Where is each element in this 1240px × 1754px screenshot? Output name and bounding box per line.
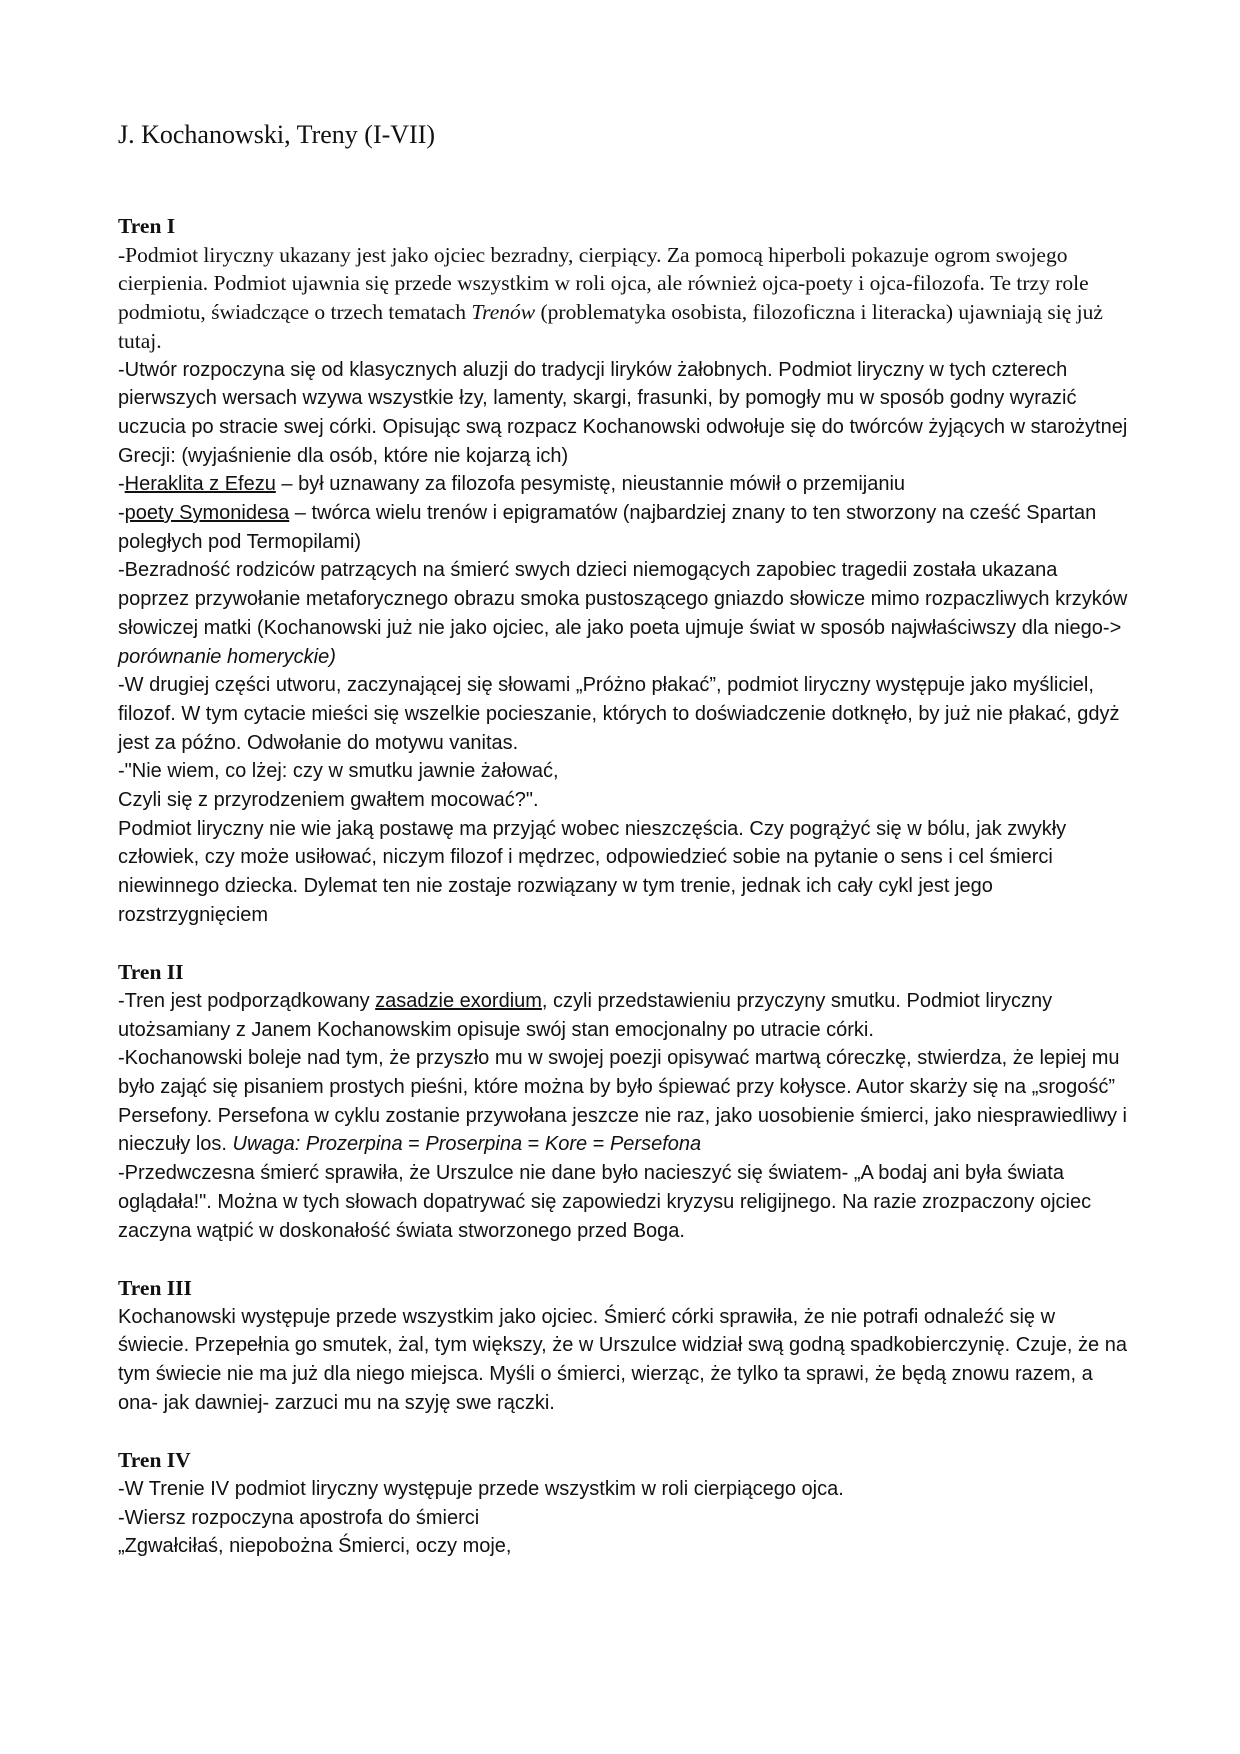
quote-line: Czyli się z przyrodzeniem gwałtem mocować?". bbox=[118, 789, 539, 812]
section-tren-4 bbox=[118, 1446, 1128, 1561]
underlined-term: zasadzie exordium bbox=[375, 989, 542, 1012]
document-title: J. Kochanowski, Treny (I-VII) bbox=[118, 120, 436, 149]
text-run: = bbox=[522, 1133, 545, 1156]
quote-line: -"Nie wiem, co lżej: czy w smutku jawnie żałować, bbox=[118, 760, 559, 783]
paragraph bbox=[118, 470, 1128, 499]
italic-text: Kore bbox=[544, 1133, 588, 1156]
italic-text: Proserpina bbox=[425, 1133, 523, 1156]
section-heading: Tren II bbox=[118, 960, 184, 985]
paragraph: -Przedwczesna śmierć sprawiła, że Urszulce nie dane było nacieszyć się światem- „A bodaj ani była świata oglądała!". Można w tych słowach dopatrywać się zapowiedzi kryzysu religijnego. Na razie zrozpaczony ojciec zaczyna wątpić w doskonałość świata stworzonego przed Boga. bbox=[118, 1162, 1092, 1242]
text-run: = bbox=[587, 1133, 610, 1156]
paragraph: -W drugiej części utworu, zaczynającej się słowami „Próżno płakać”, podmiot liryczny występuje jako myśliciel, filozof. W tym cytacie mieści się wszelkie pocieszanie, których to doświadczenie dotknęło, by już nie płakać, gdyż jest za późno. Odwołanie do motywu vanitas. bbox=[118, 674, 1120, 754]
italic-text: Uwaga: Prozerpina bbox=[232, 1133, 403, 1156]
text-run: - bbox=[118, 473, 125, 496]
text-run: -Kochanowski boleje nad tym, że przyszło mu w swojej poezji opisywać martwą córeczkę, stwierdza, że lepiej mu było zająć się pisaniem prostych pieśni, które można by było śpiewać przy kołysce. Autor skarży się na „srogość” Persefony. Persefona w cyklu zostanie przywołana jeszcze nie raz, jako uosobienie śmierci, jako niesprawiedliwy i nieczuły los. bbox=[118, 1047, 1127, 1156]
paragraph: Podmiot liryczny nie wie jaką postawę ma przyjąć wobec nieszczęścia. Czy pogrążyć się w bólu, jak zwykły człowiek, czy może usiłować, niczym filozof i mędrzec, odpowiedzieć sobie na pytanie o sens i cel śmierci niewinnego dziecka. Dylemat ten nie zostaje rozwiązany w tym trenie, jednak ich cały cykl jest jego rozstrzygnięciem bbox=[118, 817, 1067, 926]
paragraph bbox=[118, 987, 1128, 1044]
paragraph bbox=[118, 1044, 1128, 1159]
section-tren-3 bbox=[118, 1274, 1128, 1418]
paragraph bbox=[118, 556, 1128, 671]
italic-text: Trenów bbox=[471, 300, 536, 325]
italic-text: porównanie homeryckie) bbox=[118, 645, 336, 668]
text-run: = bbox=[402, 1133, 426, 1156]
text-run: -Tren jest podporządkowany bbox=[118, 989, 376, 1012]
underlined-term: Heraklita z Efezu bbox=[124, 473, 276, 496]
quote-line: „Zgwałciłaś, niepobożna Śmierci, oczy moje, bbox=[118, 1535, 512, 1558]
text-run: , czyli przedstawieniu przyczyny smutku. Podmiot liryczny utożsamiany z Janem Kochanowskim opisuje swój stan emocjonalny po utracie córki. bbox=[118, 989, 1053, 1041]
paragraph: -Utwór rozpoczyna się od klasycznych aluzji do tradycji liryków żałobnych. Podmiot liryczny w tych czterech pierwszych wersach wzywa wszystkie łzy, lamenty, skargi, frasunki, by pomogły mu w sposób godny wyrazić uczucia po stracie swej córki. Opisując swą rozpacz Kochanowski odwołuje się do twórców żyjących w starożytnej Grecji: (wyjaśnienie dla osób, które nie kojarzą ich) bbox=[118, 358, 1128, 467]
text-run: -Bezradność rodziców patrzących na śmierć swych dzieci niemogących zapobiec tragedii została ukazana poprzez przywołanie metaforycznego obrazu smoka pustoszącego gniazdo słowicze mimo rozpaczliwych krzyków słowiczej matki (Kochanowski już nie jako ojciec, ale jako poeta ujmuje świat w sposób najwłaściwszy dla niego-> bbox=[118, 559, 1128, 639]
section-tren-2 bbox=[118, 958, 1128, 1245]
italic-text: Persefona bbox=[609, 1133, 702, 1156]
paragraph: -Wiersz rozpoczyna apostrofa do śmierci bbox=[118, 1506, 480, 1529]
section-heading: Tren IV bbox=[118, 1448, 191, 1473]
text-run: (problematyka osobista, filozoficzna i literacka) ujawniają się już tutaj. bbox=[118, 300, 1103, 353]
text-run: -Podmiot liryczny ukazany jest jako ojciec bezradny, cierpiący. Za pomocą hiperboli pokazuje ogrom swojego cierpienia. Podmiot ujawnia się przede wszystkim w roli ojca, ale również ojca-poety i ojca-filozofa. Te trzy role podmiotu, świadczące o trzech tematach bbox=[118, 242, 1089, 325]
paragraph: Kochanowski występuje przede wszystkim jako ojciec. Śmierć córki sprawiła, że nie potrafi odnaleźć się w świecie. Przepełnia go smutek, żal, tym większy, że w Urszulce widział swą godną spadkobierczynię. Czuje, że na tym świecie nie ma już dla niego miejsca. Myśli o śmierci, wierząc, że tylko ta sprawi, że będą znowu razem, a ona- jak dawniej- zarzuci mu na szyję swe rączki. bbox=[118, 1305, 1127, 1414]
underlined-term: poety Symonidesa bbox=[124, 502, 290, 525]
text-run: - bbox=[118, 502, 125, 525]
section-heading: Tren III bbox=[118, 1275, 192, 1300]
paragraph bbox=[118, 241, 1128, 356]
paragraph: -W Trenie IV podmiot liryczny występuje przede wszystkim w roli cierpiącego ojca. bbox=[118, 1477, 844, 1500]
document-page bbox=[118, 118, 1128, 1590]
text-run: – twórca wielu trenów i epigramatów (najbardziej znany to ten stworzony na cześć Spartan poległych pod Termopilami) bbox=[118, 502, 1097, 553]
text-run: – był uznawany za filozofa pesymistę, nieustannie mówił o przemijaniu bbox=[275, 473, 906, 496]
paragraph bbox=[118, 499, 1128, 556]
section-heading: Tren I bbox=[118, 214, 176, 238]
section-tren-1 bbox=[118, 212, 1128, 930]
